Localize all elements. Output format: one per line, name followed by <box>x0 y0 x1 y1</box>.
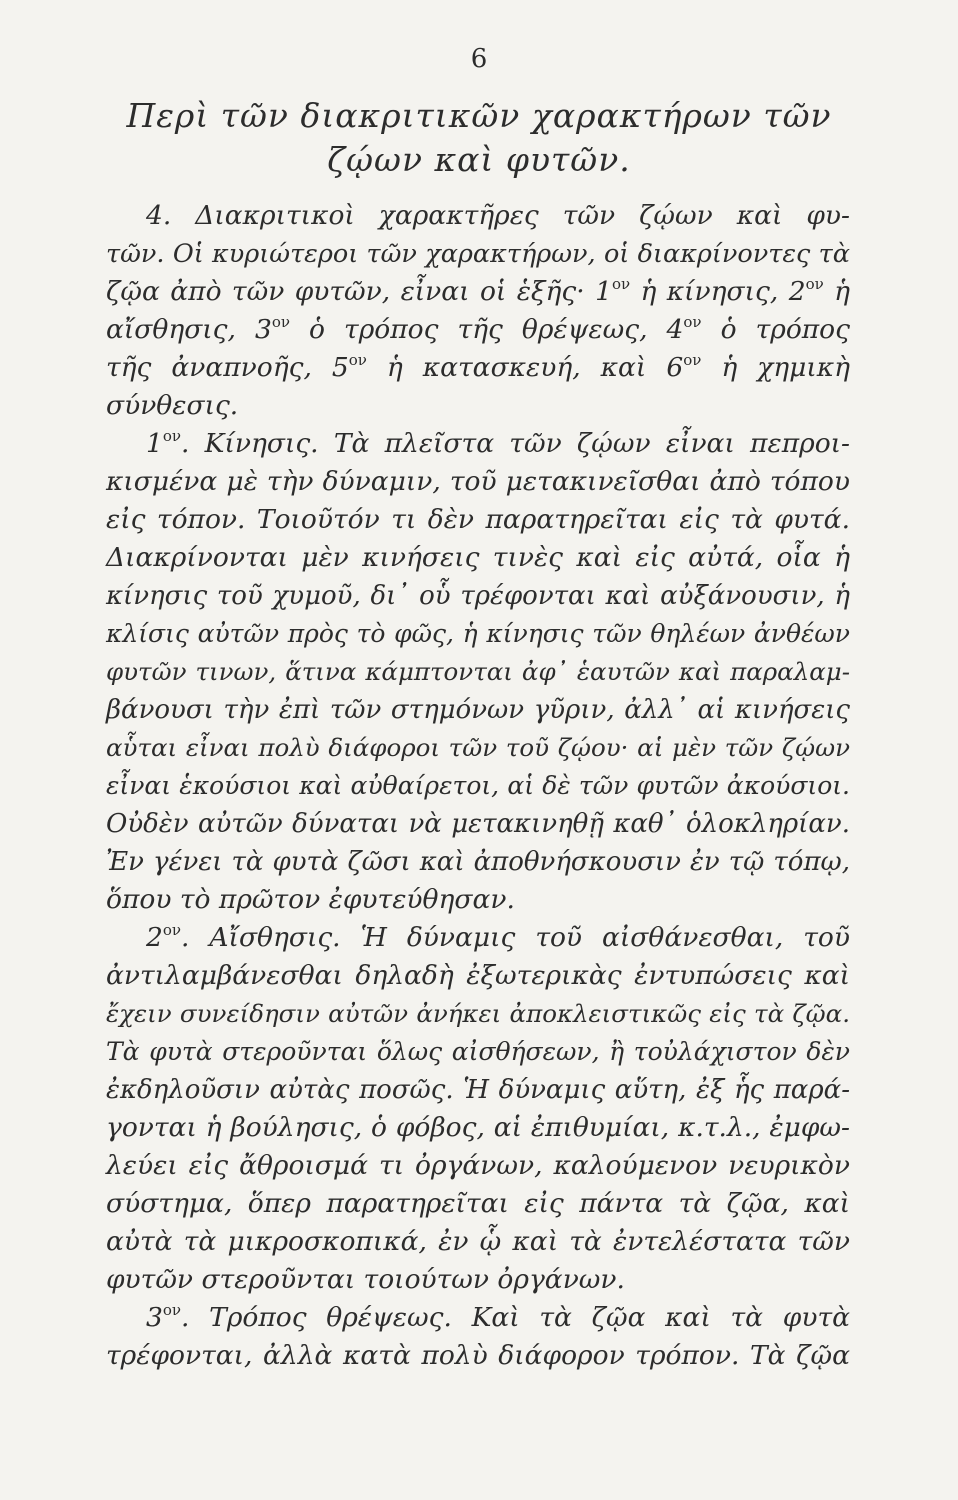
body-line: ἐκδηλοῦσιν αὐτὰς ποσῶς. Ἡ δύναμις αὕτη, ἐξ ἧς παρά- <box>106 1075 850 1105</box>
body-line: $1^{o\nu}$. Κίνησις. Τὰ πλεῖστα τῶν ζῴων εἶναι πεπροι- <box>146 427 850 459</box>
body-line: αἴσθησις, $3^{o\nu}$ ὁ τρόπος τῆς θρέψεως, $4^{o\nu}$ ὁ τρόπος <box>106 313 850 345</box>
body-line: Οὐδὲν αὐτῶν δύναται νὰ μετακινηθῇ καθ᾽ ὁλοκληρίαν. <box>106 809 850 839</box>
section-heading-line-2: ζῴων καὶ φυτῶν. <box>327 140 631 179</box>
body-line: κίνησις τοῦ χυμοῦ, δι᾽ οὗ τρέφονται καὶ αὐξάνουσιν, ἡ <box>106 581 850 611</box>
body-line: σύνθεσις. <box>106 390 239 421</box>
body-line: λεύει εἰς ἄθροισμά τι ὀργάνων, καλούμενον νευρικὸν <box>106 1150 850 1181</box>
body-line: ὅπου τὸ πρῶτον ἐφυτεύθησαν. <box>106 884 515 915</box>
body-line: τρέφονται, ἀλλὰ κατὰ πολὺ διάφορον τρόπον. Τὰ ζῷα <box>106 1340 850 1371</box>
body-line: αὗται εἶναι πολὺ διάφοροι τῶν τοῦ ζῴου· αἱ μὲν τῶν ζῴων <box>106 733 850 762</box>
page-number: 6 <box>470 44 488 74</box>
body-line: ζῷα ἀπὸ τῶν φυτῶν, εἶναι οἱ ἑξῆς· $1^{o\nu}$ ἡ κίνησις, $2^{o\nu}$ ἡ <box>106 275 850 307</box>
body-line: βάνουσι τὴν ἐπὶ τῶν στημόνων γῦριν, ἀλλ᾽ αἱ κινήσεις <box>106 695 850 725</box>
body-line: ἔχειν συνείδησιν αὐτῶν ἀνήκει ἀποκλειστικῶς εἰς τὰ ζῷα. <box>106 999 850 1028</box>
body-line: κισμένα μὲ τὴν δύναμιν, τοῦ μετακινεῖσθαι ἀπὸ τόπου <box>106 466 850 497</box>
section-heading-line-1: Περὶ τῶν διακριτικῶν χαρακτήρων τῶν <box>126 96 832 135</box>
body-line: γονται ἡ βούλησις, ὁ φόβος, αἱ ἐπιθυμίαι, κ.τ.λ., ἐμφω- <box>106 1112 850 1143</box>
body-line: Ἐν γένει τὰ φυτὰ ζῶσι καὶ ἀποθνήσκουσιν ἐν τῷ τόπῳ, <box>106 847 850 877</box>
body-line: εἰς τόπον. Τοιοῦτόν τι δὲν παρατηρεῖται εἰς τὰ φυτά. <box>106 504 850 535</box>
body-line: $2^{o\nu}$. Αἴσθησις. Ἡ δύναμις τοῦ αἰσθάνεσθαι, τοῦ <box>146 921 850 953</box>
body-line: Τὰ φυτὰ στεροῦνται ὅλως αἰσθήσεων, ἢ τοὐλάχιστον δὲν <box>106 1037 850 1066</box>
body-line: σύστημα, ὅπερ παρατηρεῖται εἰς πάντα τὰ ζῷα, καὶ <box>106 1188 850 1219</box>
body-line: 4. Διακριτικοὶ χαρακτῆρες τῶν ζῴων καὶ φυ- <box>146 200 850 231</box>
body-line: εἶναι ἑκούσιοι καὶ αὐθαίρετοι, αἱ δὲ τῶν φυτῶν ἀκούσιοι. <box>106 771 850 800</box>
body-line: κλίσις αὐτῶν πρὸς τὸ φῶς, ἡ κίνησις τῶν θηλέων ἀνθέων <box>106 619 850 648</box>
body-line: ἀντιλαμβάνεσθαι δηλαδὴ ἐξωτερικὰς ἐντυπώσεις καὶ <box>106 960 850 991</box>
body-line: αὐτὰ τὰ μικροσκοπικά, ἐν ᾧ καὶ τὰ ἐντελέστατα τῶν <box>106 1226 850 1257</box>
body-line: Διακρίνονται μὲν κινήσεις τινὲς καὶ εἰς αὐτά, οἷα ἡ <box>106 542 850 573</box>
body-line: τῶν. Οἱ κυριώτεροι τῶν χαρακτήρων, οἱ διακρίνοντες τὰ <box>106 239 850 269</box>
body-line: τῆς ἀναπνοῆς, $5^{o\nu}$ ἡ κατασκευή, καὶ $6^{o\nu}$ ἡ χημικὴ <box>106 351 850 383</box>
body-line: φυτῶν τινων, ἅτινα κάμπτονται ἀφ᾽ ἑαυτῶν καὶ παραλαμ- <box>106 657 850 686</box>
body-line: φυτῶν στεροῦνται τοιούτων ὀργάνων. <box>106 1264 625 1295</box>
body-line: $3^{o\nu}$. Τρόπος θρέψεως. Καὶ τὰ ζῷα καὶ τὰ φυτὰ <box>146 1301 850 1333</box>
